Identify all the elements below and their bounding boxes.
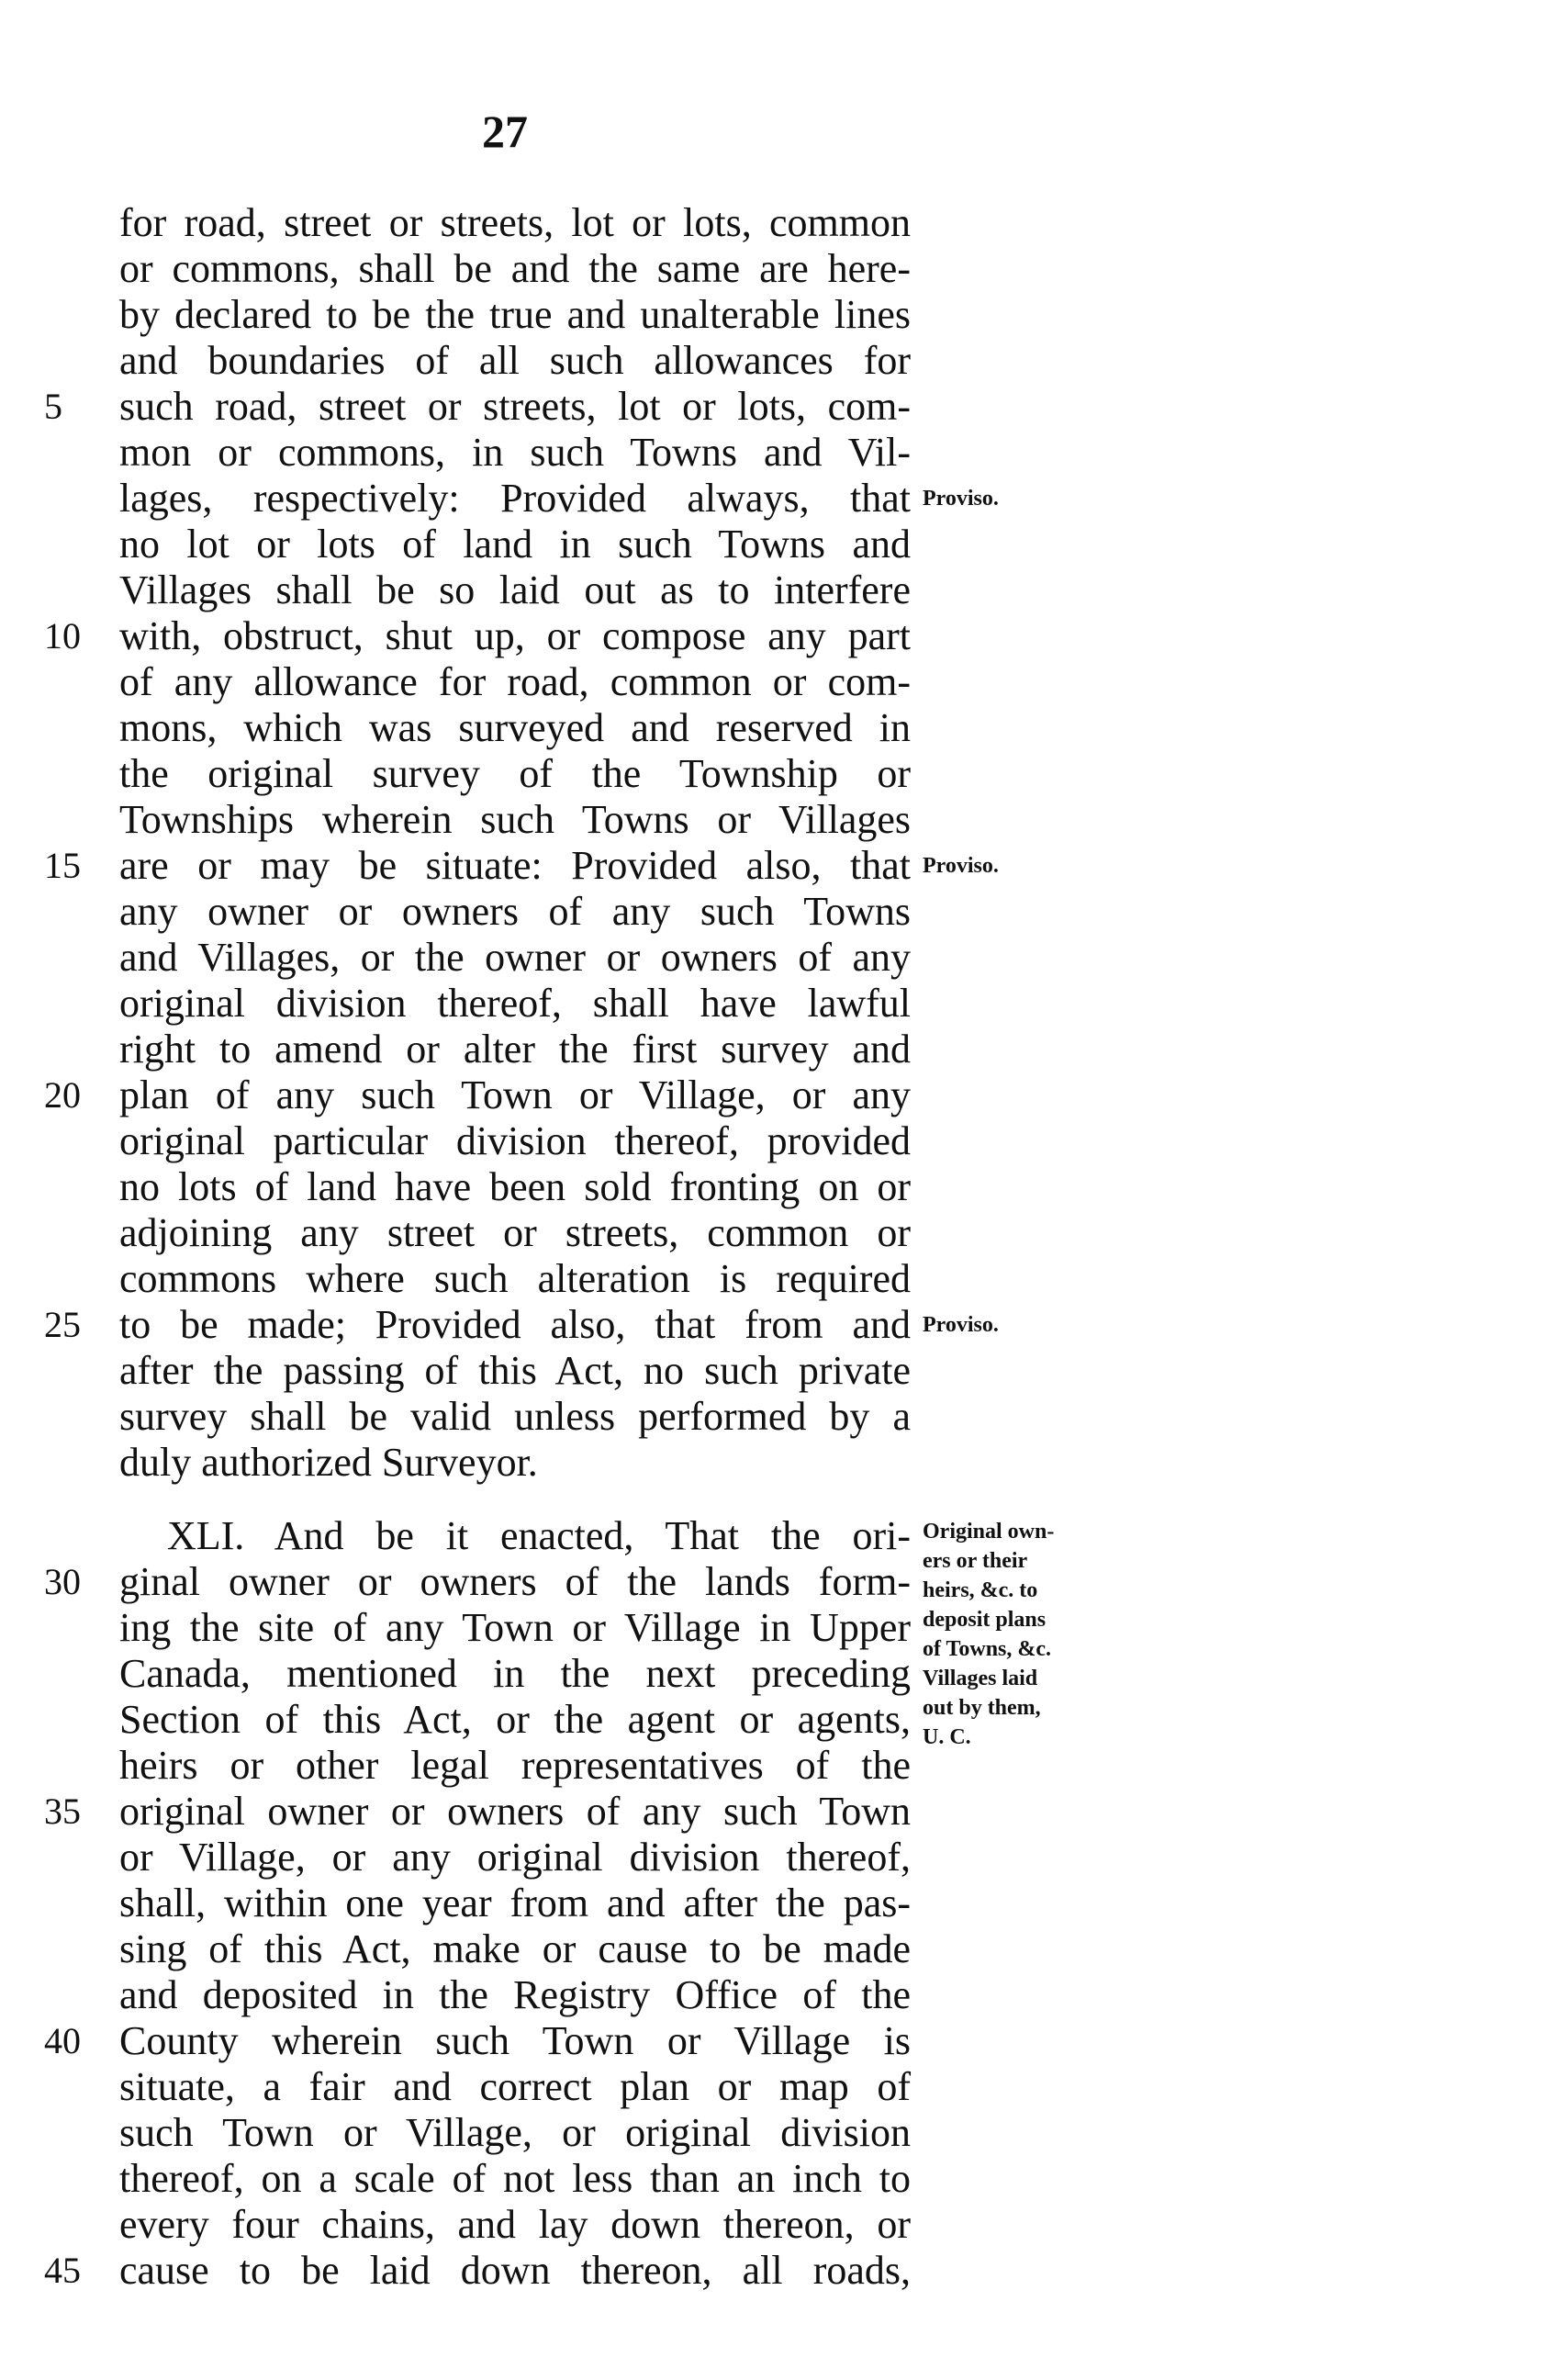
text-line: of any allowance for road, common or com- — [119, 659, 911, 704]
text-line: every four chains, and lay down thereon, or — [119, 2202, 911, 2247]
text-line: and Villages, or the owner or owners of any — [119, 935, 911, 980]
line-number: 30 — [44, 1561, 81, 1602]
text-line: to be made; Provided also, that from and — [119, 1302, 911, 1347]
margin-note-proviso: Proviso. — [923, 854, 999, 878]
line-number: 15 — [44, 845, 81, 886]
page-number: 27 — [482, 106, 528, 157]
text-line: original owner or owners of any such Town — [119, 1789, 911, 1834]
margin-note-proviso: Proviso. — [923, 487, 999, 511]
margin-note-proviso: Proviso. — [923, 1313, 999, 1337]
line-number: 25 — [44, 1304, 81, 1345]
text-line: no lots of land have been sold fronting on or — [119, 1164, 911, 1209]
text-line: situate, a fair and correct plan or map of — [119, 2064, 911, 2109]
text-line: after the passing of this Act, no such private — [119, 1348, 911, 1393]
text-line: the original survey of the Township or — [119, 751, 911, 796]
text-line: cause to be laid down thereon, all roads, — [119, 2248, 911, 2293]
text-line: and boundaries of all such allowances for — [119, 338, 911, 383]
text-line: such road, street or streets, lot or lots, com- — [119, 384, 911, 429]
text-line: lages, respectively: Provided always, that — [119, 476, 911, 521]
text-line: ing the site of any Town or Village in Upper — [119, 1605, 911, 1650]
line-number: 10 — [44, 615, 81, 657]
text-line: thereof, on a scale of not less than an inch to — [119, 2156, 911, 2201]
text-line: Canada, mentioned in the next preceding — [119, 1651, 911, 1696]
text-line: Townships wherein such Towns or Villages — [119, 797, 911, 842]
text-line: for road, street or streets, lot or lots, common — [119, 200, 911, 245]
text-line: original division thereof, shall have lawful — [119, 981, 911, 1026]
text-line: any owner or owners of any such Towns — [119, 889, 911, 934]
text-line: or Village, or any original division thereof, — [119, 1835, 911, 1880]
text-line: by declared to be the true and unalterable lines — [119, 292, 911, 337]
text-line: duly authorized Surveyor. — [119, 1440, 538, 1485]
text-line: original particular division thereof, provided — [119, 1118, 911, 1163]
text-line: mons, which was surveyed and reserved in — [119, 705, 911, 750]
line-number: 45 — [44, 2250, 81, 2291]
line-number: 35 — [44, 1791, 81, 1832]
text-line: survey shall be valid unless performed by a — [119, 1394, 911, 1439]
text-line: plan of any such Town or Village, or any — [119, 1072, 911, 1117]
line-number: 5 — [44, 386, 62, 427]
text-line: no lot or lots of land in such Towns and — [119, 522, 911, 567]
text-line: Section of this Act, or the agent or agents, — [119, 1697, 911, 1742]
text-line: sing of this Act, make or cause to be made — [119, 1926, 911, 1971]
text-line: ginal owner or owners of the lands form- — [119, 1559, 911, 1604]
text-line: County wherein such Town or Village is — [119, 2018, 911, 2063]
text-line: are or may be situate: Provided also, that — [119, 843, 911, 888]
text-line: and deposited in the Registry Office of the — [119, 1972, 911, 2017]
text-line: such Town or Village, or original division — [119, 2110, 911, 2155]
text-line: with, obstruct, shut up, or compose any part — [119, 613, 911, 658]
text-line: or commons, shall be and the same are here- — [119, 246, 911, 291]
text-line: Villages shall be so laid out as to interfere — [119, 567, 911, 612]
text-line: commons where such alteration is required — [119, 1256, 911, 1301]
text-line: right to amend or alter the first survey and — [119, 1027, 911, 1072]
text-line: shall, within one year from and after the pas- — [119, 1880, 911, 1925]
section-heading-line: XLI. And be it enacted, That the ori- — [167, 1513, 911, 1558]
line-number: 40 — [44, 2020, 81, 2061]
text-line: mon or commons, in such Towns and Vil- — [119, 430, 911, 475]
text-line: adjoining any street or streets, common or — [119, 1210, 911, 1255]
line-number: 20 — [44, 1074, 81, 1116]
text-line: heirs or other legal representatives of the — [119, 1743, 911, 1788]
margin-note-original-owners: Original own- ers or their heirs, &c. to deposit plans of Towns, &c. Villages laid out by them, U. C. — [923, 1520, 1055, 1749]
